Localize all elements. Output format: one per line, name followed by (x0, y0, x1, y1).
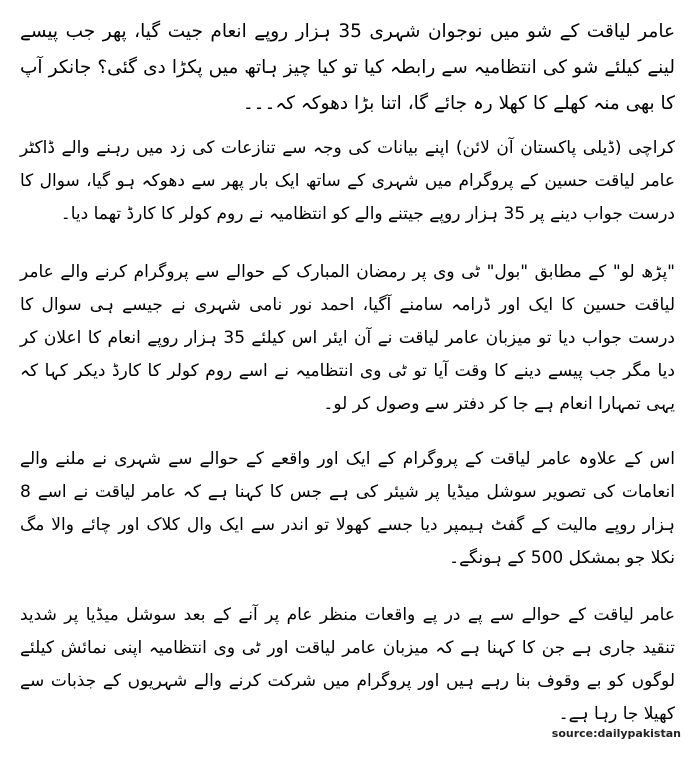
article-paragraph-2: "پڑھ لو" کے مطابق "بول" ٹی وی پر رمضان المبارک کے حوالے سے پروگرام کرنے والے عامر لیاقت حسین کا ایک اور ڈرامہ سامنے آگیا، احمد نور نامی شہری نے جیسے ہی سوال کا درست جواب دیا تو میزبان عامر لیاقت نے آن ایئر اس کیلئے 35 ہزار روپے انعام کا اعلان کر دیا مگر جب پیسے دینے کا وقت آیا تو ٹی وی انتظامیہ نے اسے روم کولر کا کارڈ دیکر کہا کہ یہی تمہارا انعام ہے جا کر دفتر سے وصول کر لو۔ (20, 262, 675, 414)
article-headline: عامر لیاقت کے شو میں نوجوان شہری 35 ہزار روپے انعام جیت گیا، پھر جب پیسے لینے کیلئے شو کی انتظامیہ سے رابطہ کیا تو کیا چیز ہاتھ میں پکڑا دی گئی؟ جانکر آپ کا بھی منہ کھلے کا کھلا رہ جائے گا، اتنا بڑا دھوکہ کہ۔۔۔ (20, 21, 675, 114)
source-credit: source:dailypakistan (551, 727, 681, 740)
article-paragraph-1: کراچی (ڈیلی پاکستان آن لائن) اپنے بیانات کی وجہ سے تنازعات کی زد میں رہنے والے ڈاکٹر عامر لیاقت حسین کے پروگرام میں شہری کے ساتھ ایک بار پھر سے دھوکہ ہو گیا، سوال کا درست جواب دینے پر 35 ہزار روپے جیتنے والے کو انتظامیہ نے روم کولر کا کارڈ تھما دیا۔ (20, 138, 675, 224)
article-paragraph-3: اس کے علاوہ عامر لیاقت کے پروگرام کے ایک اور واقعے کے حوالے سے شہری نے ملنے والے انعامات کی تصویر سوشل میڈیا پر شیئر کی ہے جس کا کہنا ہے کہ عامر لیاقت نے اسے 8 ہزار روپے مالیت کے گفٹ ہیمپر دیا جسے کھولا تو اندر سے ایک وال کلاک اور چائے والا مگ نکلا جو بمشکل 500 کے ہونگے۔ (20, 449, 675, 568)
article-paragraph-4: عامر لیاقت کے حوالے سے پے در پے واقعات منظر عام پر آنے کے بعد سوشل میڈیا پر شدید تنقید جاری ہے جن کا کہنا ہے کہ میزبان عامر لیاقت اور ٹی وی انتظامیہ اپنی نمائش کیلئے لوگوں کو بے وقوف بنا رہے ہیں اور پروگرام میں شرکت کرنے والے شہریوں کے جذبات سے کھیلا جا رہا ہے۔ (20, 605, 675, 724)
